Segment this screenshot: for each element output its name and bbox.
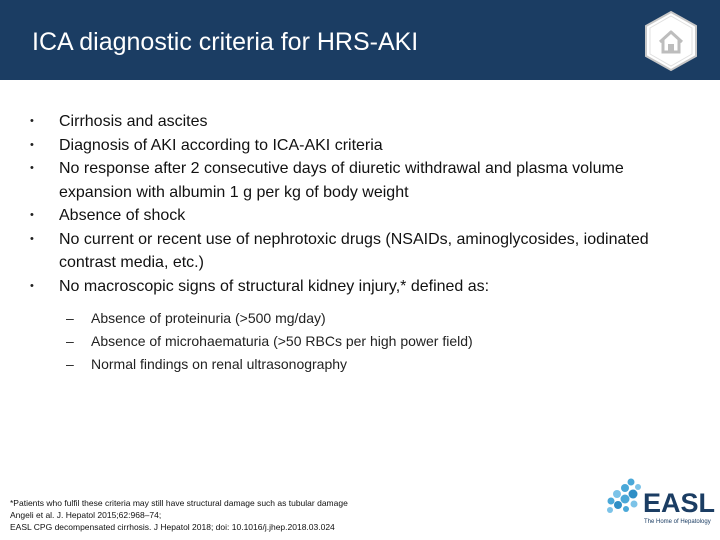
dash-icon: – bbox=[66, 356, 74, 372]
title-bar bbox=[0, 0, 720, 80]
list-item: • Absence of shock bbox=[30, 204, 690, 228]
footnote-line: Angeli et al. J. Hepatol 2015;62:968–74; bbox=[10, 510, 162, 520]
sub-list-item: – Absence of proteinuria (>500 mg/day) bbox=[66, 307, 666, 330]
footnote-line: EASL CPG decompensated cirrhosis. J Hepatol 2018; doi: 10.1016/j.jhep.2018.03.024 bbox=[10, 522, 335, 532]
home-icon bbox=[644, 10, 698, 72]
sub-list-item: – Absence of microhaematuria (>50 RBCs per high power field) bbox=[66, 330, 666, 353]
list-item: • Cirrhosis and ascites bbox=[30, 110, 690, 134]
footnote-line: *Patients who fulfil these criteria may still have structural damage such as tubular damage bbox=[10, 498, 348, 508]
dash-icon: – bbox=[66, 310, 74, 326]
list-item: • Diagnosis of AKI according to ICA-AKI criteria bbox=[30, 134, 690, 158]
logo-tagline: The Home of Hepatology bbox=[644, 519, 711, 525]
bullet-icon: • bbox=[30, 138, 34, 151]
logo-wordmark: EASL bbox=[643, 488, 716, 518]
bullet-icon: • bbox=[30, 115, 34, 127]
sub-criteria-list bbox=[66, 307, 666, 376]
bullet-icon: • bbox=[30, 232, 34, 245]
list-item: • No response after 2 consecutive days of diuretic withdrawal and plasma volume expansion with albumin 1 g per kg of body weight bbox=[30, 157, 690, 204]
list-item: • No current or recent use of nephrotoxic drugs (NSAIDs, aminoglycosides, iodinated contrast media, etc.) bbox=[30, 228, 690, 275]
footnotes bbox=[10, 497, 570, 533]
bubbles-icon bbox=[605, 475, 645, 525]
list-item: • No macroscopic signs of structural kidney injury,* defined as: bbox=[30, 275, 690, 299]
sub-list-item: – Normal findings on renal ultrasonography bbox=[66, 353, 666, 376]
bullet-icon: • bbox=[30, 209, 34, 221]
home-button[interactable] bbox=[644, 10, 698, 72]
easl-logo bbox=[605, 475, 716, 533]
bullet-icon: • bbox=[30, 279, 34, 292]
slide-title: ICA diagnostic criteria for HRS-AKI bbox=[32, 28, 419, 56]
dash-icon: – bbox=[66, 333, 74, 349]
criteria-list bbox=[30, 110, 690, 298]
bullet-icon: • bbox=[30, 162, 34, 174]
